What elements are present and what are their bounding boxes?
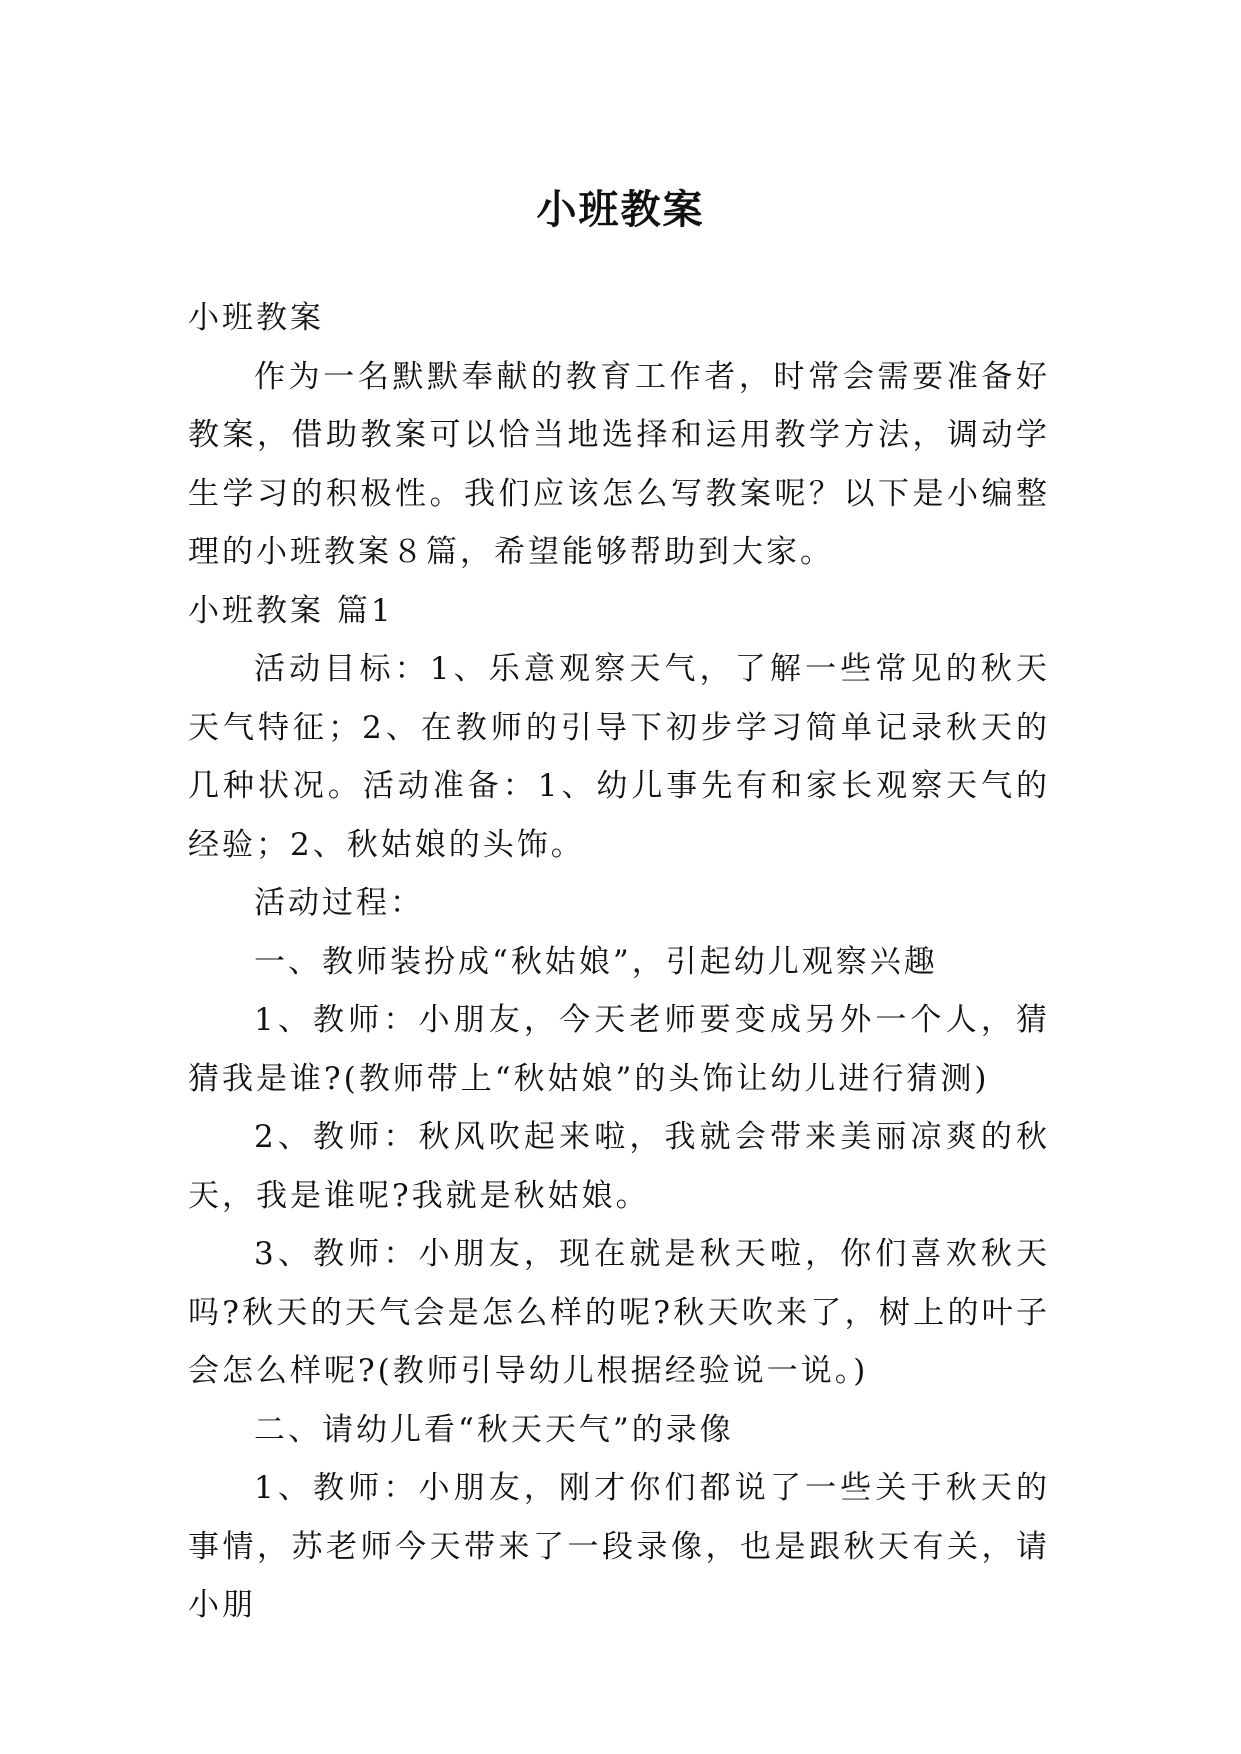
- activity-process-heading: 活动过程：: [254, 885, 424, 921]
- section-heading: 小班教案 篇1: [188, 592, 394, 629]
- document-title: 小班教案: [536, 185, 705, 233]
- activity-goals-paragraph: 活动目标：1、乐意观察天气，了解一些常见的秋天天气特征；2、在教师的引导下初步学习简单记录秋天的几种状况。活动准备：1、幼儿事先有和家长观察天气的经验；2、秋姑娘的头饰。: [188, 651, 1050, 863]
- intro-paragraph: 作为一名默默奉献的教育工作者，时常会需要准备好教案，借助教案可以恰当地选择和运用教学方法，调动学生学习的积极性。我们应该怎么写教案呢？以下是小编整理的小班教案８篇，希望能够帮助到大家。: [188, 358, 1050, 570]
- step-two-item-1: 1、教师：小朋友，刚才你们都说了一些关于秋天的事情，苏老师今天带来了一段录像，也是跟秋天有关，请小朋: [188, 1470, 1050, 1623]
- document-body: [188, 289, 1050, 1635]
- step-one-item-1: 1、教师：小朋友，今天老师要变成另外一个人，猜猜我是谁?(教师带上“秋姑娘”的头饰让幼儿进行猜测): [188, 1002, 1050, 1097]
- step-one-item-2: 2、教师：秋风吹起来啦，我就会带来美丽凉爽的秋天，我是谁呢?我就是秋姑娘。: [188, 1119, 1050, 1214]
- subheading: 小班教案: [188, 300, 324, 336]
- step-one-item-3: 3、教师：小朋友，现在就是秋天啦，你们喜欢秋天吗?秋天的天气会是怎么样的呢?秋天吹来了，树上的叶子会怎么样呢?(教师引导幼儿根据经验说一说。): [188, 1236, 1050, 1389]
- step-two-heading: 二、请幼儿看“秋天天气”的录像: [254, 1411, 734, 1448]
- step-one-heading: 一、教师装扮成“秋姑娘”，引起幼儿观察兴趣: [254, 943, 938, 980]
